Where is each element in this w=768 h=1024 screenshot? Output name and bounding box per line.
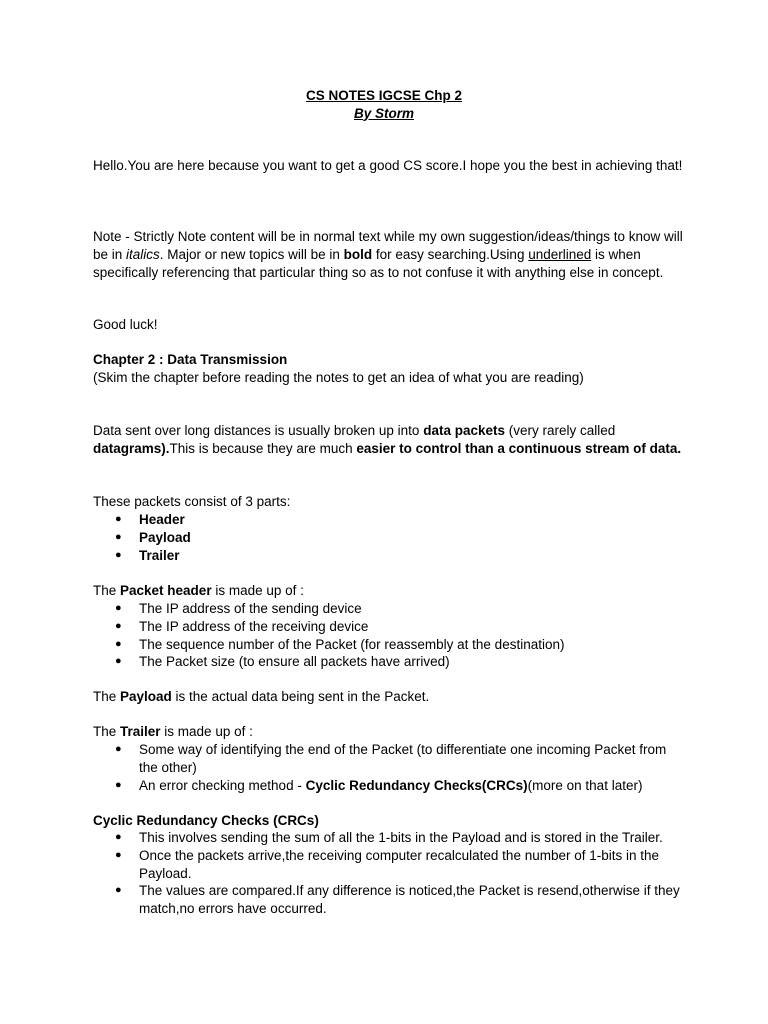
list-item: ● The values are compared.If any difference is noticed,the Packet is resend,otherwise if they match,no errors have occurred. bbox=[93, 882, 683, 918]
list-item: ● Trailer bbox=[93, 547, 683, 565]
trailer-list bbox=[93, 741, 683, 794]
crc-heading: Cyclic Redundancy Checks (CRCs) bbox=[93, 813, 319, 828]
good-luck-paragraph: Good luck! bbox=[93, 317, 158, 332]
list-item: ● Once the packets arrive,the receiving computer recalculated the number of 1-bits in the Payload. bbox=[93, 847, 683, 883]
list-item: ● The sequence number of the Packet (for reassembly at the destination) bbox=[93, 636, 683, 654]
note-italics-example: italics bbox=[126, 246, 160, 262]
list-item: ● Header bbox=[93, 511, 683, 529]
list-item: ● Payload bbox=[93, 529, 683, 547]
list-item: ● The IP address of the receiving device bbox=[93, 618, 683, 636]
payload-paragraph: The Payload is the actual data being sent in the Packet. bbox=[93, 689, 430, 704]
packet-header-intro: The Packet header is made up of : bbox=[93, 583, 304, 598]
list-item: ● Some way of identifying the end of the Packet (to differentiate one incoming Packet from the other) bbox=[93, 741, 683, 777]
title-block bbox=[0, 87, 768, 122]
crc-list bbox=[93, 829, 683, 918]
packet-parts-intro: These packets consist of 3 parts: bbox=[93, 494, 291, 509]
list-item: ● An error checking method - Cyclic Redundancy Checks(CRCs)(more on that later) bbox=[93, 777, 683, 795]
chapter-subheading: (Skim the chapter before reading the notes to get an idea of what you are reading) bbox=[93, 370, 584, 385]
list-item: ● The Packet size (to ensure all packets have arrived) bbox=[93, 653, 683, 671]
list-item: ● The IP address of the sending device bbox=[93, 600, 683, 618]
note-paragraph: Note - Strictly Note content will be in normal text while my own suggestion/ideas/things to know will be in italics. Major or new topics will be in bold for easy searching.Using underlined is when specifically referencing that particular thing so as to not confuse it with anything else in concept. bbox=[93, 229, 683, 280]
author-byline: By Storm bbox=[353, 105, 414, 121]
note-bold-example: bold bbox=[343, 246, 373, 262]
list-item: ● This involves sending the sum of all the 1-bits in the Payload and is stored in the Trailer. bbox=[93, 829, 683, 847]
chapter-heading: Chapter 2 : Data Transmission bbox=[93, 352, 288, 367]
note-underlined-example: underlined bbox=[528, 246, 592, 262]
packet-header-list bbox=[93, 600, 683, 671]
packets-paragraph: Data sent over long distances is usually broken up into data packets (very rarely called datagrams).This is because they are much easier to control than a continuous stream of data. bbox=[93, 423, 682, 456]
greeting-paragraph: Hello.You are here because you want to get a good CS score.I hope you the best in achieving that! bbox=[93, 158, 683, 173]
page-title: CS NOTES IGCSE Chp 2 bbox=[305, 88, 463, 103]
packet-parts-list bbox=[93, 511, 683, 564]
trailer-intro: The Trailer is made up of : bbox=[93, 724, 253, 739]
